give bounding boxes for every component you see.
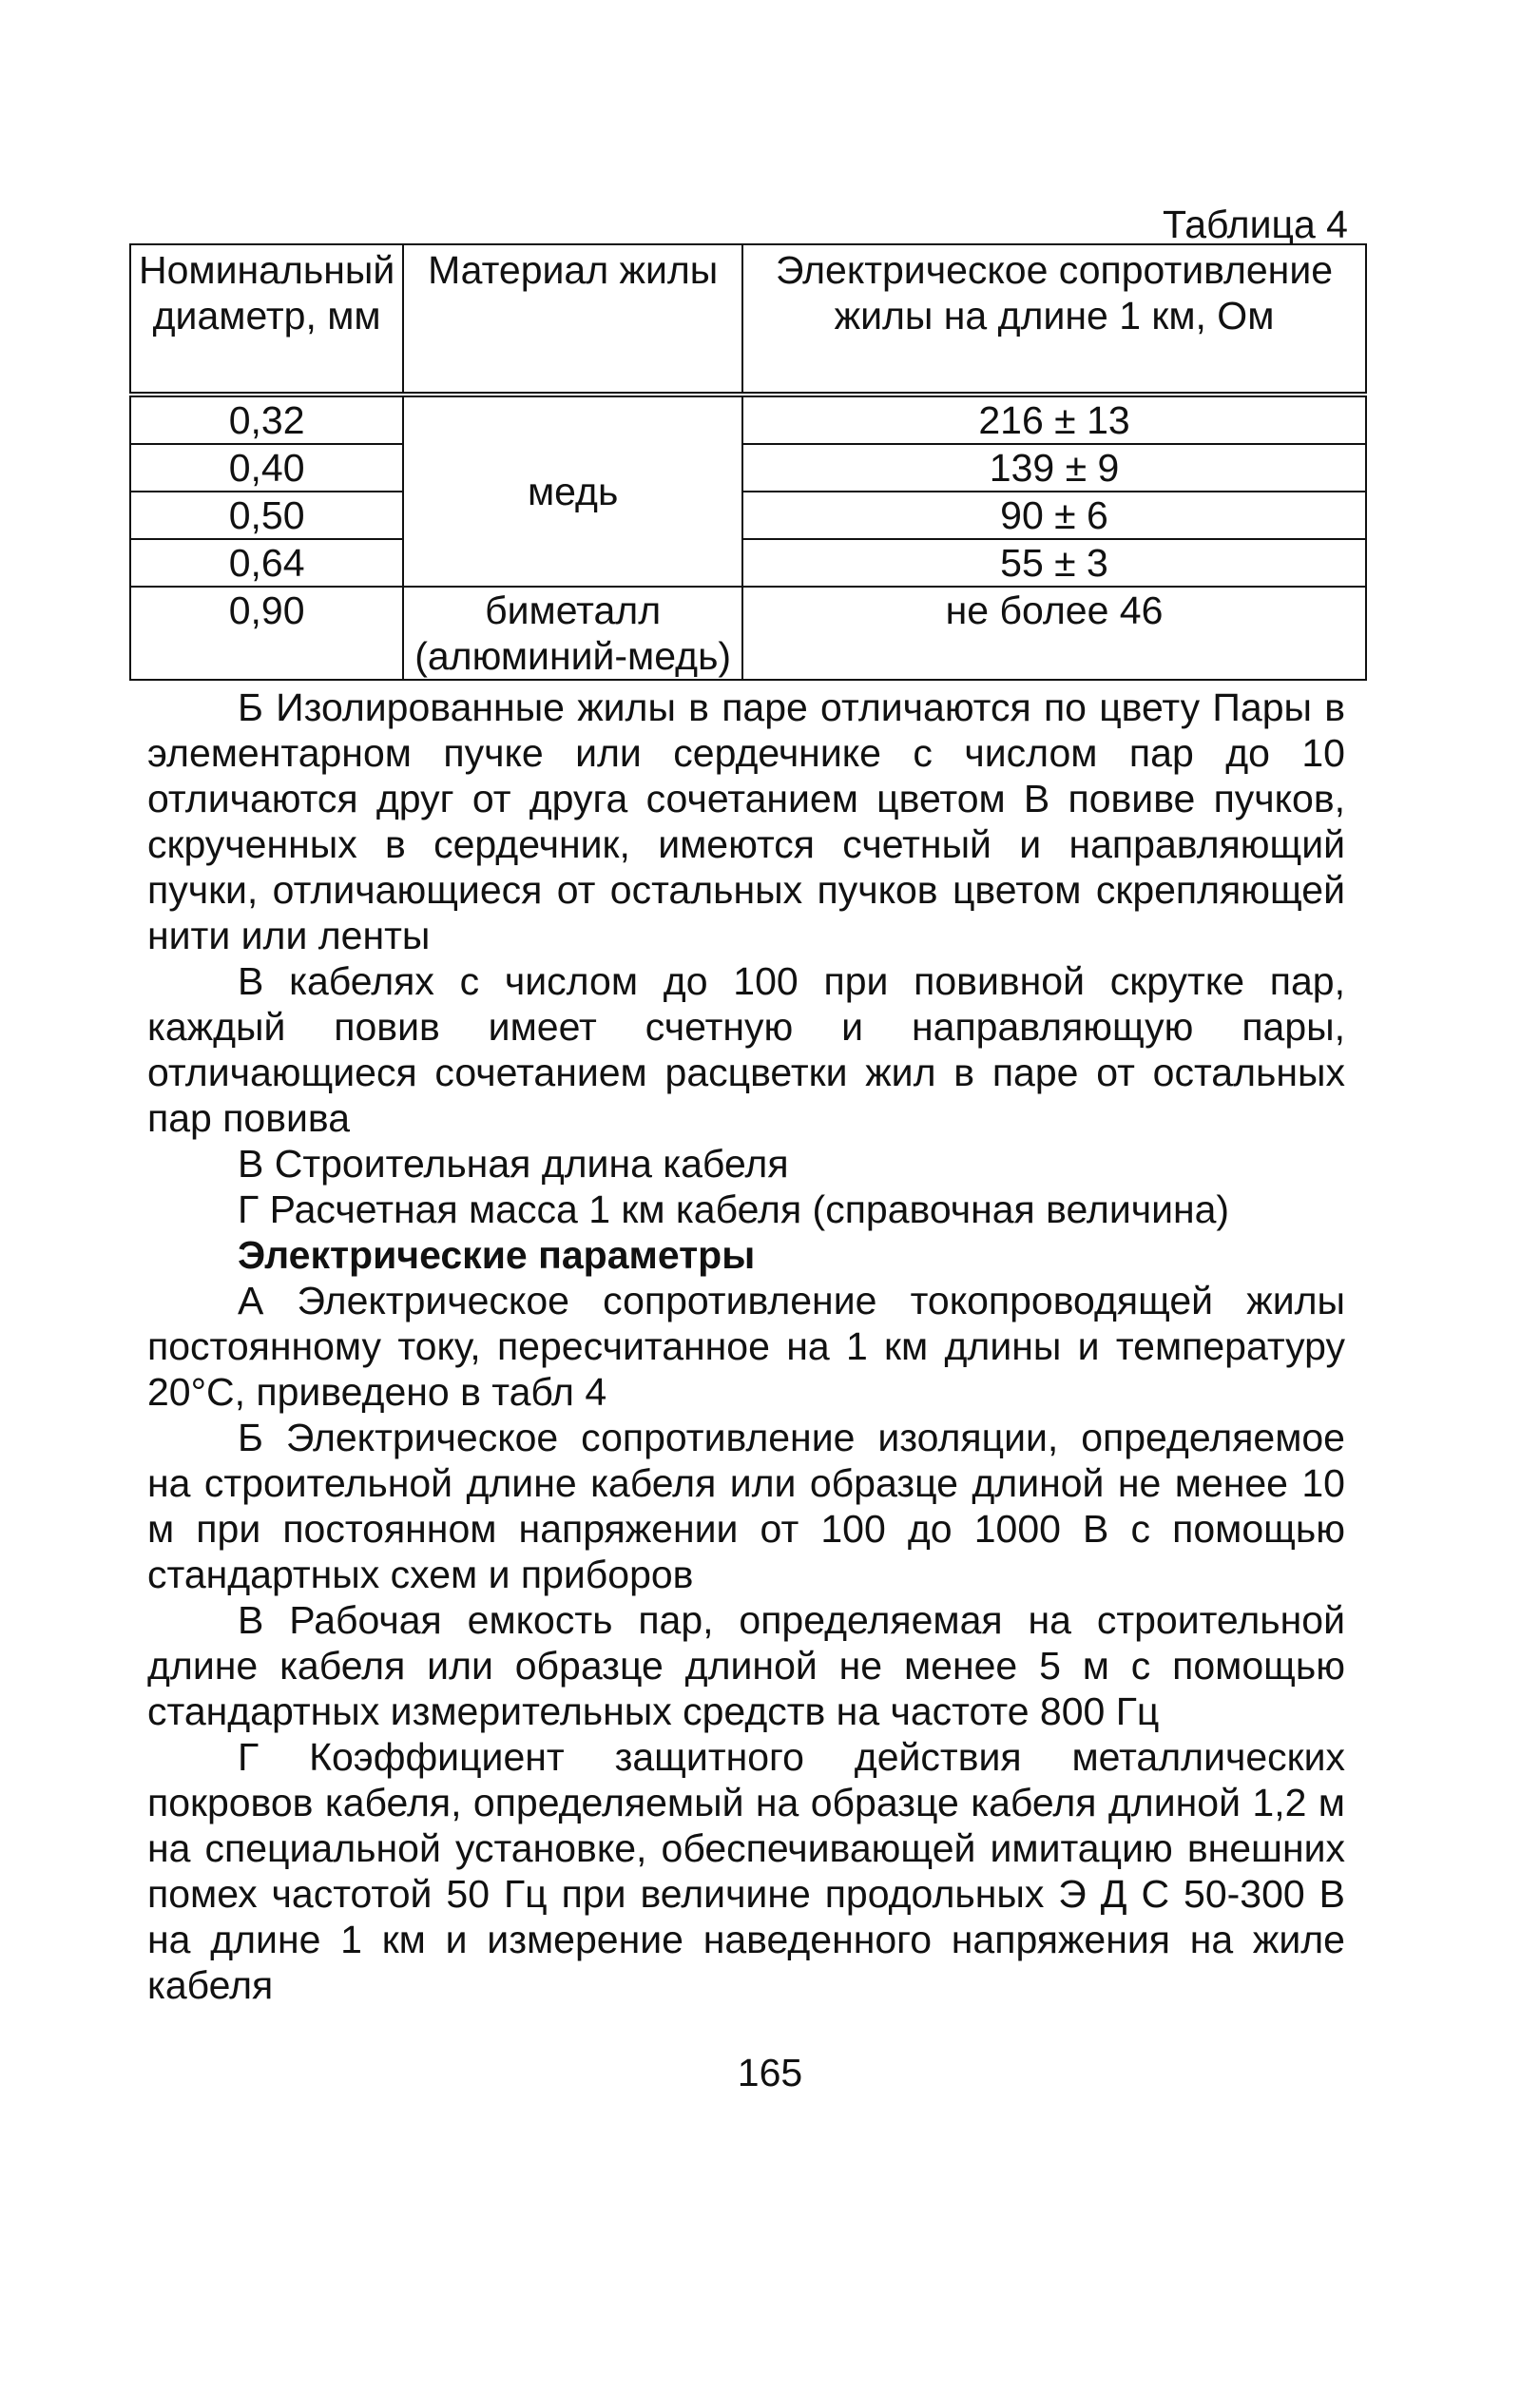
cell-material-copper: медь <box>403 395 742 587</box>
header-material: Материал жилы <box>403 244 742 395</box>
header-resistance: Электрическое сопротивление жилы на длине 1 км, Ом <box>742 244 1366 395</box>
cell-resistance: 55 ± 3 <box>742 539 1366 587</box>
paragraph: В кабелях с числом до 100 при повивной скрутке пар, каждый повив имеет счетную и направляющую пары, отличающиеся сочетанием расцветки жил в паре от остальных пар повива <box>147 959 1345 1140</box>
cell-material-bimetal: биметалл (алюминий-медь) <box>403 587 742 680</box>
paragraph: Б Электрическое сопротивление изоляции, определяемое на строительной длине кабеля или образце длиной не менее 10 м при постоянном напряжении от 100 до 1000 В с помощью стандартных схем и приборов <box>147 1416 1345 1596</box>
cell-diameter: 0,40 <box>130 444 403 492</box>
table-row <box>130 395 1366 444</box>
cell-diameter: 0,90 <box>130 587 403 680</box>
page-number: 165 <box>737 2051 803 2094</box>
body-text <box>147 685 1345 2008</box>
table-caption: Таблица 4 <box>1163 203 1348 246</box>
table-row <box>130 587 1366 680</box>
paragraph: Г Коэффициент защитного действия металлических покровов кабеля, определяемый на образце кабеля длиной 1,2 м на специальной установке, обеспечивающей имитацию внешних помех частотой 50 Гц при величине продольных Э Д С 50-300 В на длине 1 км и измерение наведенного напряжения на жиле кабеля <box>147 1735 1345 2007</box>
cell-resistance: не более 46 <box>742 587 1366 680</box>
paragraph: В Рабочая емкость пар, определяемая на строительной длине кабеля или образце длиной не менее 5 м с помощью стандартных измерительных средств на частоте 800 Гц <box>147 1598 1345 1733</box>
table-row <box>130 492 1366 539</box>
cell-diameter: 0,32 <box>130 395 403 444</box>
paragraph: Г Расчетная масса 1 км кабеля (справочная величина) <box>238 1187 1230 1231</box>
paragraph: Б Изолированные жилы в паре отличаются по цвету Пары в элементарном пучке или сердечнике с числом пар до 10 отличаются друг от друга сочетанием цветом В повиве пучков, скрученных в сердечник, имеются счетный и направляющий пучки, отличающиеся от остальных пучков цветом скрепляющей нити или ленты <box>147 685 1345 957</box>
cell-resistance: 139 ± 9 <box>742 444 1366 492</box>
cell-resistance: 216 ± 13 <box>742 395 1366 444</box>
table-header-row <box>130 244 1366 395</box>
table-row <box>130 539 1366 587</box>
resistance-table <box>129 243 1367 681</box>
paragraph: А Электрическое сопротивление токопроводящей жилы постоянному току, пересчитанное на 1 км длины и температуру 20°С, приведено в табл 4 <box>147 1279 1345 1414</box>
cell-resistance: 90 ± 6 <box>742 492 1366 539</box>
cell-diameter: 0,64 <box>130 539 403 587</box>
paragraph: В Строительная длина кабеля <box>238 1142 789 1186</box>
table-row <box>130 444 1366 492</box>
section-heading: Электрические параметры <box>238 1233 756 1277</box>
cell-diameter: 0,50 <box>130 492 403 539</box>
header-diameter: Номинальный диаметр, мм <box>130 244 403 395</box>
